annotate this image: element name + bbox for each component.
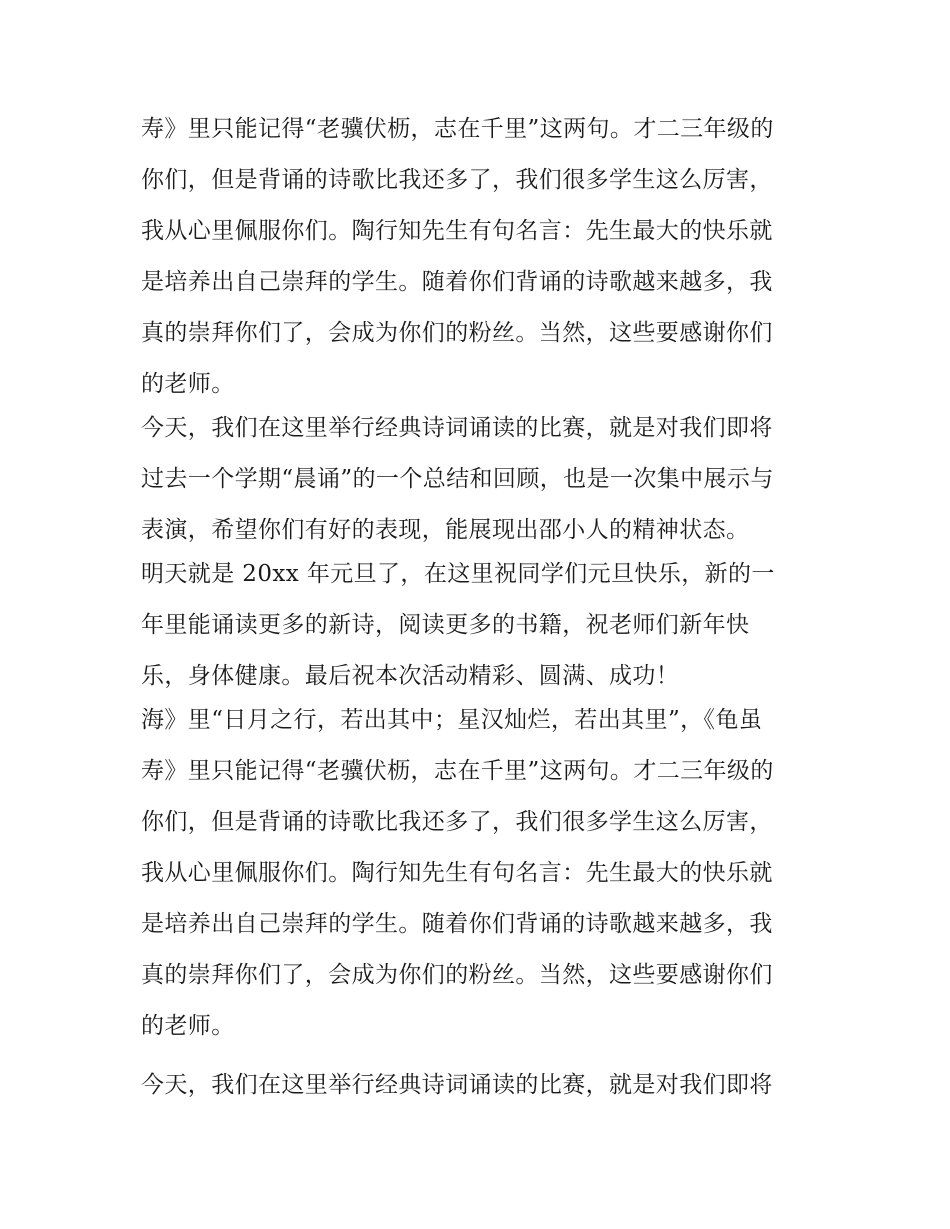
text-line: 年里能诵读更多的新诗，阅读更多的书籍，祝老师们新年快 <box>141 612 750 638</box>
text-line: 海》里“日月之行，若出其中；星汉灿烂，若出其里”，《龟虽 <box>141 707 763 733</box>
text-line: 你们，但是背诵的诗歌比我还多了，我们很多学生这么厉害， <box>141 167 773 193</box>
text-line: 的老师。 <box>141 1013 235 1039</box>
text-line: 我从心里佩服你们。陶行知先生有句名言：先生最大的快乐就 <box>141 860 773 886</box>
body-text <box>141 108 813 1115</box>
text-line: 寿》里只能记得“老骥伏枥，志在千里”这两句。才二三年级的 <box>141 758 774 784</box>
text-line: 是培养出自己崇拜的学生。随着你们背诵的诗歌越来越多，我 <box>141 911 773 937</box>
text-line: 今天，我们在这里举行经典诗词诵读的比赛，就是对我们即将 <box>141 1072 773 1098</box>
text-line: 过去一个学期“晨诵”的一个总结和回顾，也是一次集中展示与 <box>141 466 774 492</box>
text-line: 真的崇拜你们了，会成为你们的粉丝。当然，这些要感谢你们 <box>141 962 773 988</box>
text-line: 明天就是 20xx 年元旦了，在这里祝同学们元旦快乐，新的一 <box>141 561 775 587</box>
text-line: 今天，我们在这里举行经典诗词诵读的比赛，就是对我们即将 <box>141 415 773 441</box>
text-line: 的老师。 <box>141 371 235 397</box>
text-line: 你们，但是背诵的诗歌比我还多了，我们很多学生这么厉害， <box>141 809 773 835</box>
text-line: 乐，身体健康。最后祝本次活动精彩、圆满、成功！ <box>141 663 680 689</box>
text-line: 寿》里只能记得“老骥伏枥，志在千里”这两句。才二三年级的 <box>141 116 774 142</box>
text-line: 我从心里佩服你们。陶行知先生有句名言：先生最大的快乐就 <box>141 218 773 244</box>
text-line: 表演，希望你们有好的表现，能展现出邵小人的精神状态。 <box>141 517 750 543</box>
text-line: 真的崇拜你们了，会成为你们的粉丝。当然，这些要感谢你们 <box>141 320 773 346</box>
text-line: 是培养出自己崇拜的学生。随着你们背诵的诗歌越来越多，我 <box>141 269 773 295</box>
